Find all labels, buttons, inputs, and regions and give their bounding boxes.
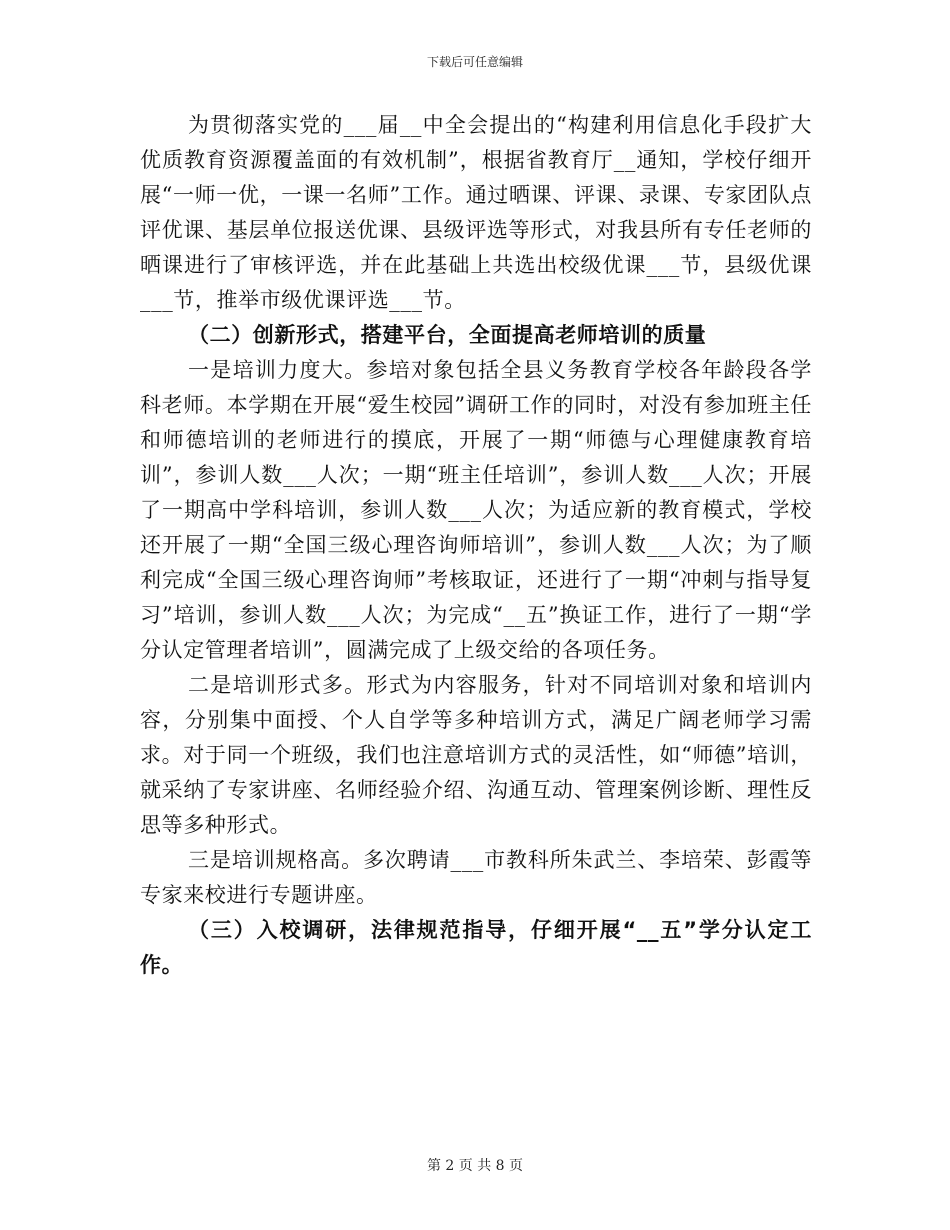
paragraph-training-intensity: 一是培训力度大。参培对象包括全县义务教育学校各年龄段各学科老师。本学期在开展“爱生校园”调研工作的同时，对没有参加班主任和师德培训的老师进行的摸底，开展了一期“师德与心理健康教育培训”，参训人数___人次；一期“班主任培训”，参训人数___人次；开展了一期高中学科培训，参训人数___人次；为适应新的教育模式，学校还开展了一期“全国三级心理咨询师培训”，参训人数___人次；为了顺利完成“全国三级心理咨询师”考核取证，还进行了一期“冲刺与指导复习”培训，参训人数___人次；为完成“__五”换证工作，进行了一期“学分认定管理者培训”，圆满完成了上级交给的各项任务。 [140,358,812,662]
paragraph-intro: 为贯彻落实党的___届__中全会提出的“构建利用信息化手段扩大优质教育资源覆盖面的有效机制”，根据省教育厅__通知，学校仔细开展“一师一优，一课一名师”工作。通过晒课、评课、录课、专家团队点评优课、基层单位报送优课、县级评选等形式，对我县所有专任老师的晒课进行了审核评选，并在此基础上共选出校级优课___节，县级优课___节，推举市级优课评选___节。 [140,113,812,312]
document-body [140,108,812,983]
page-header: 下载后可任意编辑 [426,55,523,69]
section-heading-3: （三）入校调研，法律规范指导，仔细开展“__五”学分认定工作。 [140,918,812,977]
section-heading-2: （二）创新形式，搭建平台，全面提高老师培训的质量 [188,323,707,347]
paragraph-training-forms: 二是培训形式多。形式为内容服务，针对不同培训对象和培训内容，分别集中面授、个人自学等多种培训方式，满足广阔老师学习需求。对于同一个班级，我们也注意培训方式的灵活性，如“师德”培训，就采纳了专家讲座、名师经验介绍、沟通互动、管理案例诊断、理性反思等多种形式。 [140,673,812,837]
page-footer: 第 2 页 共 8 页 [426,1158,524,1174]
paragraph-training-level: 三是培训规格高。多次聘请___市教科所朱武兰、李培荣、彭霞等专家来校进行专题讲座。 [140,848,812,907]
